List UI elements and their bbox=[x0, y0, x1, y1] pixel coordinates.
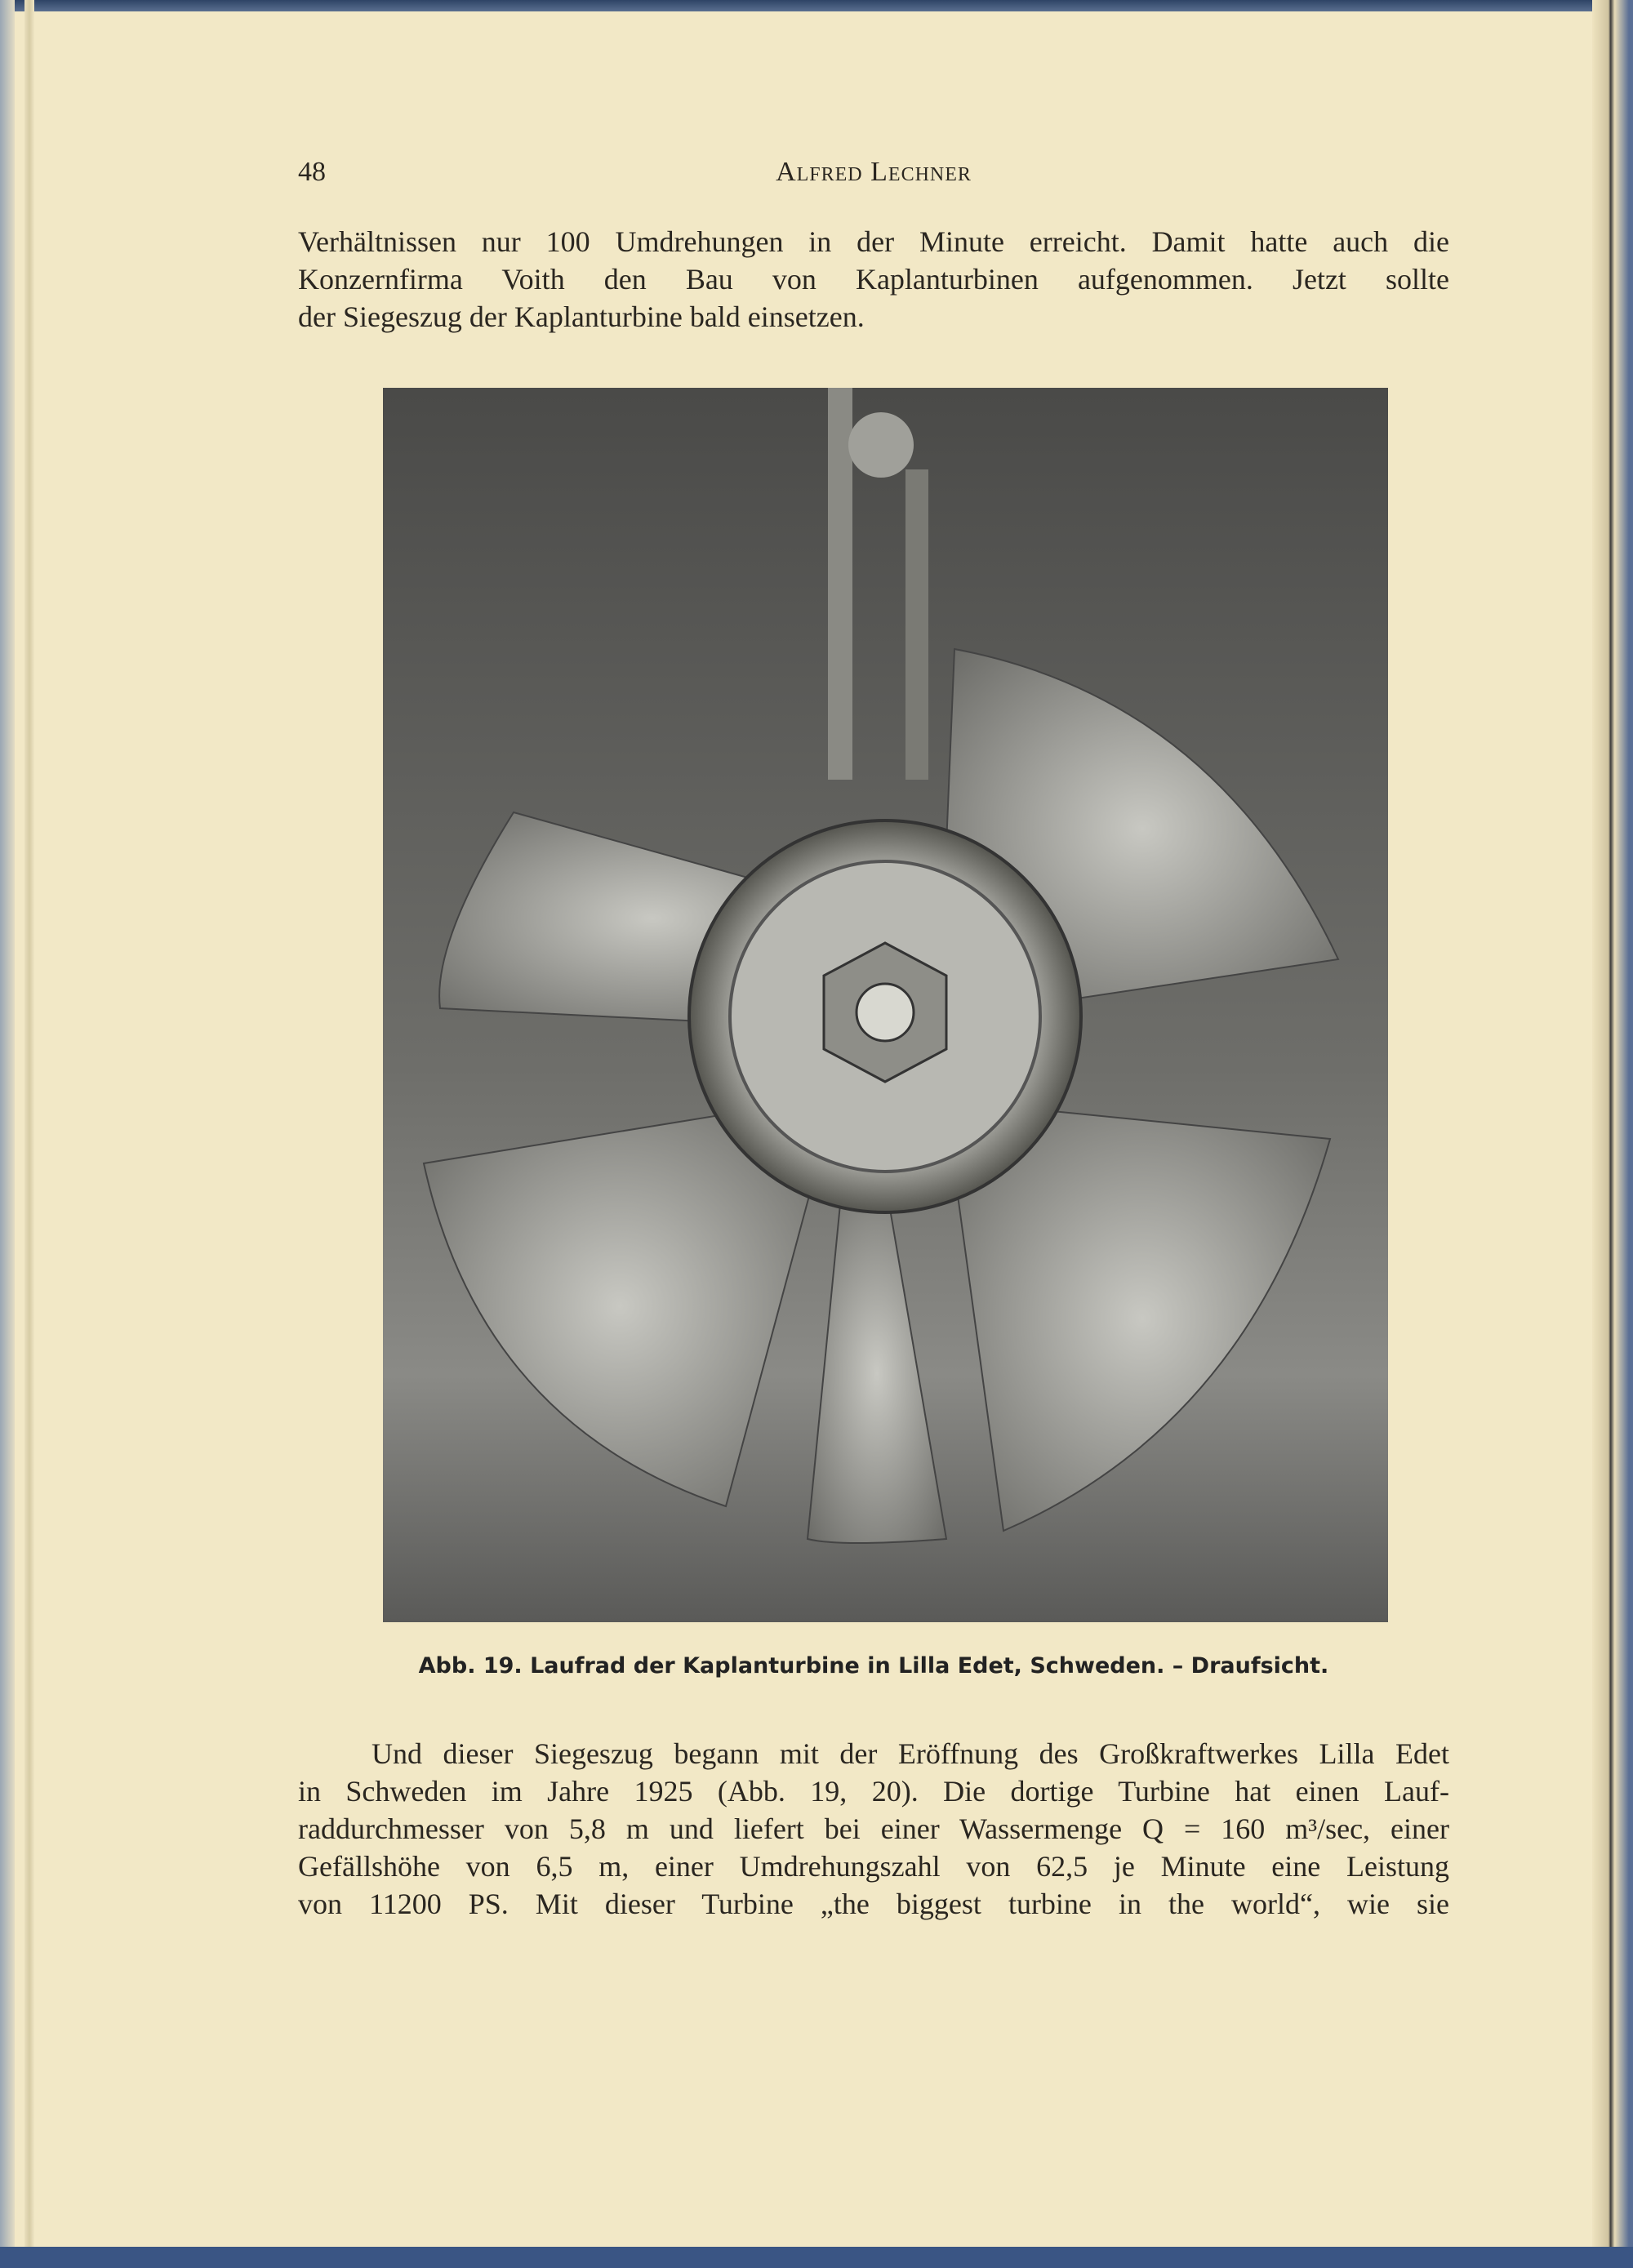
book-gutter bbox=[24, 0, 34, 2268]
scan-top-edge bbox=[0, 0, 1633, 11]
body-line: in Schweden im Jahre 1925 (Abb. 19, 20). Die dortige Turbine hat einen Lauf- bbox=[298, 1775, 1449, 1808]
scan-bottom-edge bbox=[0, 2247, 1633, 2268]
body-line: Verhältnissen nur 100 Umdrehungen in der Minute erreicht. Damit hatte auch die bbox=[298, 225, 1449, 258]
page-number: 48 bbox=[298, 157, 326, 187]
body-line bbox=[298, 1736, 1449, 1772]
figure-caption: Abb. 19. Laufrad der Kaplanturbine in Lilla Edet, Schweden. – Draufsicht. bbox=[418, 1653, 1329, 1679]
body-line-text: Und dieser Siegeszug begann mit der Eröffnung des Großkraftwerkes Lilla Edet bbox=[372, 1737, 1449, 1770]
body-line: von 11200 PS. Mit dieser Turbine „the biggest turbine in the world“, wie sie bbox=[298, 1888, 1449, 1920]
scan-left-edge bbox=[0, 0, 15, 2268]
body-line: Konzernfirma Voith den Bau von Kaplanturbinen aufgenommen. Jetzt sollte bbox=[298, 263, 1449, 296]
body-line: der Siegeszug der Kaplanturbine bald einsetzen. bbox=[298, 300, 865, 333]
running-head: Alfred Lechner bbox=[776, 157, 972, 187]
body-line: Gefällshöhe von 6,5 m, einer Umdrehungszahl von 62,5 je Minute eine Leistung bbox=[298, 1850, 1449, 1883]
body-line: raddurchmesser von 5,8 m und liefert bei einer Wassermenge Q = 160 m³/sec, einer bbox=[298, 1812, 1449, 1845]
turbine-runner-photo bbox=[383, 388, 1388, 1622]
page-header bbox=[298, 157, 1449, 189]
scan-right-edge bbox=[1592, 0, 1633, 2268]
